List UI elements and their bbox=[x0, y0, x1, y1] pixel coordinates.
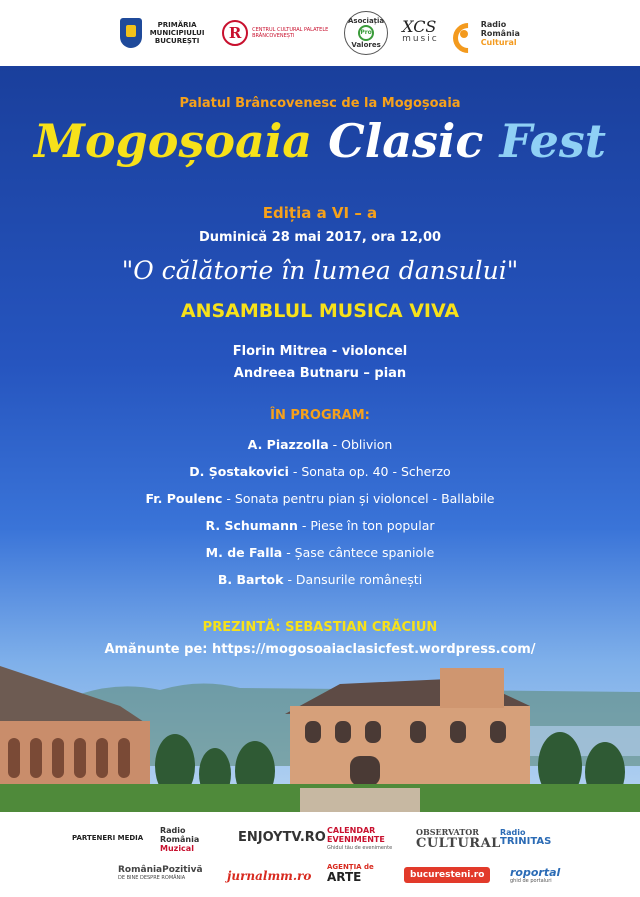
radio-trinitas-logo bbox=[500, 828, 551, 846]
rrc-line2: România bbox=[480, 28, 520, 38]
program-work: - Sonata pentru pian și violoncel - Ballabile bbox=[222, 491, 495, 506]
observator-line1: OBSERVATOR bbox=[416, 827, 479, 837]
agentia-line1: AGENȚIA de bbox=[327, 863, 374, 871]
palace-tower bbox=[440, 668, 504, 708]
program-item bbox=[0, 545, 640, 560]
trinitas-line1: Radio bbox=[500, 828, 526, 837]
rrc-text bbox=[481, 20, 520, 47]
edition-text: Ediția a VI – a bbox=[262, 204, 378, 222]
xcs-text: XCS bbox=[402, 17, 437, 36]
program-composer: A. Piazzolla bbox=[247, 437, 329, 452]
concert-title: "O călătorie în lumea dansului" bbox=[121, 256, 519, 285]
rrc-line3: Cultural bbox=[480, 37, 517, 47]
observator-cultural-logo bbox=[416, 826, 501, 850]
pmb-logo-text: PRIMĂRIA MUNICIPIULUI BUCUREȘTI bbox=[149, 21, 205, 45]
title-fest: Fest bbox=[499, 114, 606, 168]
romania-pozitiva-text: RomâniaPozitivă bbox=[118, 865, 203, 875]
pro-valores-mid: Pro bbox=[358, 25, 374, 41]
roportal-sub: ghid de portaluri bbox=[510, 878, 552, 884]
rrm-line1: Radio bbox=[160, 826, 186, 835]
xcs-music-logo bbox=[402, 17, 439, 45]
program-item bbox=[0, 572, 640, 587]
program-work: - Oblivion bbox=[328, 437, 393, 452]
calendar-line2: EVENIMENTE bbox=[327, 835, 385, 844]
header-logo-strip bbox=[0, 0, 640, 66]
pmb-logo bbox=[120, 18, 208, 48]
program-composer: D. Șostakovici bbox=[189, 464, 289, 479]
poster-main bbox=[0, 66, 640, 812]
calendar-line1: CALENDAR bbox=[327, 826, 376, 835]
ccpb-mark-icon: R bbox=[222, 20, 248, 46]
roportal-text: roportal bbox=[510, 866, 561, 879]
ccpb-logo-text: CENTRUL CULTURAL PALATELE BRÂNCOVENEȘTI bbox=[252, 27, 329, 39]
program-item bbox=[0, 518, 640, 533]
ensemble-name: ANSAMBLUL MUSICA VIVA bbox=[180, 300, 460, 322]
program-composer: R. Schumann bbox=[205, 518, 298, 533]
program-composer: B. Bartok bbox=[217, 572, 284, 587]
festival-title bbox=[0, 114, 640, 168]
agentia-line2: ARTE bbox=[327, 870, 362, 884]
presenter-text: PREZINTĂ: SEBASTIAN CRĂCIUN bbox=[202, 620, 438, 635]
date-text: Duminică 28 mai 2017, ora 12,00 bbox=[198, 230, 442, 245]
details-link[interactable]: Amănunte pe: https://mogosoaiaclasicfest.wordpress.com/ bbox=[104, 642, 536, 657]
title-clasic: Clasic bbox=[328, 114, 484, 168]
romania-pozitiva-sub: DE BINE DESPRE ROMÂNIA bbox=[118, 875, 186, 881]
program-item bbox=[0, 491, 640, 506]
calendar-sub: Ghidul tău de evenimente bbox=[327, 845, 393, 851]
venue-text: Palatul Brâncovenesc de la Mogoșoaia bbox=[179, 96, 461, 111]
program-work: - Sonata op. 40 - Scherzo bbox=[288, 464, 451, 479]
trinitas-line2: TRINITAS bbox=[500, 836, 552, 847]
media-partners-strip bbox=[0, 812, 640, 897]
jurnalmm-logo: jurnalmm.ro bbox=[227, 869, 312, 883]
pro-valores-logo bbox=[344, 11, 388, 55]
radio-romania-cultural-logo bbox=[453, 20, 520, 47]
enjoytv-logo: ENJOYTV.RO bbox=[238, 830, 326, 845]
roportal-logo bbox=[510, 868, 560, 886]
program-composer: Fr. Poulenc bbox=[145, 491, 223, 506]
program-work: - Șase cântece spaniole bbox=[282, 545, 435, 560]
agentia-de-arte-logo bbox=[327, 862, 374, 882]
rrc-line1: Radio bbox=[480, 19, 507, 29]
performer-2: Andreea Butnaru – pian bbox=[233, 366, 407, 381]
radio-romania-muzical-logo bbox=[160, 826, 199, 853]
bucuresteni-logo: bucuresteni.ro bbox=[404, 867, 490, 883]
observator-line2: CULTURAL bbox=[416, 836, 501, 851]
palace-wall bbox=[290, 706, 530, 786]
romania-pozitiva-logo bbox=[118, 866, 203, 882]
ccpb-logo bbox=[222, 20, 330, 46]
program-heading: ÎN PROGRAM: bbox=[270, 408, 370, 423]
program-item bbox=[0, 437, 640, 452]
pro-valores-bottom: Valores bbox=[351, 41, 381, 49]
bucharest-crest-icon bbox=[120, 18, 142, 48]
program-work: - Dansurile românești bbox=[283, 572, 423, 587]
program-composer: M. de Falla bbox=[205, 545, 283, 560]
path bbox=[300, 788, 420, 812]
performer-1: Florin Mitrea - violoncel bbox=[232, 344, 408, 359]
program-work: - Piese în ton popular bbox=[297, 518, 435, 533]
calendar-evenimente-logo bbox=[327, 826, 392, 853]
lake bbox=[520, 726, 640, 756]
title-mogosoaia: Mogoșoaia bbox=[34, 114, 313, 168]
rrm-line3: Muzical bbox=[160, 844, 194, 853]
radio-wave-icon bbox=[453, 21, 477, 45]
rrm-line2: România bbox=[160, 835, 200, 844]
xcs-music-text: music bbox=[402, 34, 439, 44]
program-item bbox=[0, 464, 640, 479]
partners-label: PARTENERI MEDIA bbox=[72, 834, 144, 842]
pro-valores-top: Asociația bbox=[348, 17, 385, 25]
